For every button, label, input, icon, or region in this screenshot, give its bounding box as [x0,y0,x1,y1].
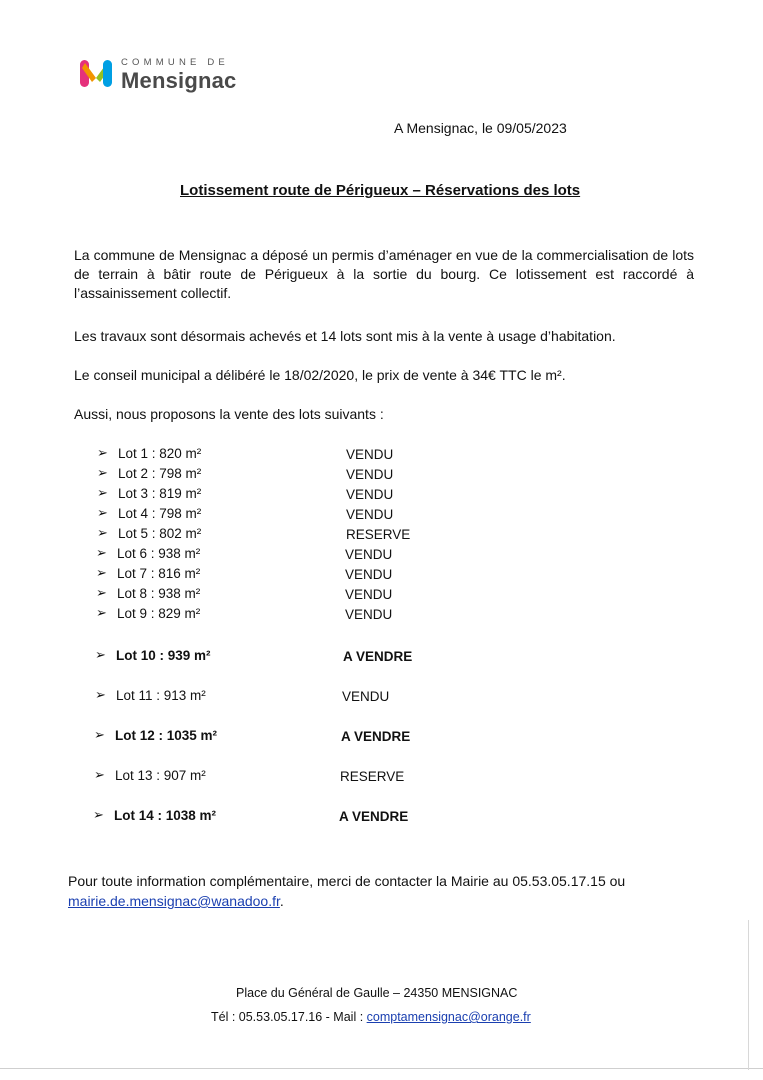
lot-status: VENDU [345,587,393,602]
lot-name: Lot 5 : 802 m² [118,526,202,541]
lot-status: VENDU [346,487,394,502]
arrow-bullet-icon: ➢ [97,465,108,480]
arrow-bullet-icon: ➢ [93,807,104,822]
lot-status: VENDU [346,467,394,482]
lot-status: VENDU [345,607,393,622]
works-paragraph: Les travaux sont désormais achevés et 14 lots sont mis à la vente à usage d’habitation. [74,328,616,344]
lot-status: A VENDRE [339,809,409,824]
arrow-bullet-icon: ➢ [94,727,105,742]
contact-period: . [279,893,284,909]
arrow-bullet-icon: ➢ [96,545,107,560]
lot-status: A VENDRE [343,649,413,664]
contact-paragraph [68,871,668,911]
commune-logo [79,55,259,95]
contact-email-link[interactable]: mairie.de.mensignac@wanadoo.fr [68,893,280,909]
arrow-bullet-icon: ➢ [96,605,107,620]
lot-status: VENDU [346,447,394,462]
lot-name: Lot 14 : 1038 m² [114,808,217,823]
contact-text: Pour toute information complémentaire, merci de contacter la Mairie au 05.53.05.17.15 ou [68,873,626,889]
lot-name: Lot 4 : 798 m² [118,506,202,521]
right-scan-edge [748,920,749,1070]
lot-status: RESERVE [340,769,405,784]
lot-name: Lot 1 : 820 m² [118,446,202,461]
lot-name: Lot 12 : 1035 m² [115,728,218,743]
lot-name: Lot 2 : 798 m² [118,466,202,481]
lot-status: VENDU [345,547,393,562]
council-paragraph: Le conseil municipal a délibéré le 18/02/2020, le prix de vente à 34€ TTC le m². [74,367,566,383]
logo-small-text: COMMUNE DE [121,57,229,68]
lot-status: VENDU [346,507,394,522]
lot-status: RESERVE [346,527,411,542]
lot-name: Lot 6 : 938 m² [117,546,201,561]
intro-paragraph: La commune de Mensignac a déposé un permis d’aménager en vue de la commercialisation de lots de terrain à bâtir route de Périgueux à la sortie du bourg. Ce lotissement est raccordé à l’assainissement collectif. [74,247,694,301]
footer-phone-mail-label: Tél : 05.53.05.17.16 - Mail : [211,1010,367,1024]
document-title: Lotissement route de Périgueux – Réservations des lots [180,182,581,199]
lot-name: Lot 3 : 819 m² [118,486,202,501]
arrow-bullet-icon: ➢ [94,767,105,782]
bottom-scan-line [0,1068,763,1069]
arrow-bullet-icon: ➢ [97,505,108,520]
footer-address: Place du Général de Gaulle – 24350 MENSIGNAC [236,986,518,1000]
offer-paragraph: Aussi, nous proposons la vente des lots suivants : [74,406,384,422]
lot-name: Lot 10 : 939 m² [116,648,211,663]
arrow-bullet-icon: ➢ [96,565,107,580]
lot-status: VENDU [342,689,390,704]
lot-status: VENDU [345,567,393,582]
mensignac-m-logo-icon [79,57,113,89]
arrow-bullet-icon: ➢ [95,687,106,702]
arrow-bullet-icon: ➢ [96,585,107,600]
lot-name: Lot 7 : 816 m² [117,566,201,581]
lot-name: Lot 13 : 907 m² [115,768,206,783]
arrow-bullet-icon: ➢ [97,445,108,460]
arrow-bullet-icon: ➢ [97,485,108,500]
lot-name: Lot 9 : 829 m² [117,606,201,621]
arrow-bullet-icon: ➢ [97,525,108,540]
footer-contact [211,1010,531,1024]
arrow-bullet-icon: ➢ [95,647,106,662]
lot-name: Lot 11 : 913 m² [116,688,206,703]
lot-name: Lot 8 : 938 m² [117,586,201,601]
footer-email-link[interactable]: comptamensignac@orange.fr [366,1010,531,1024]
logo-commune-name: Mensignac [121,68,237,93]
date-line: A Mensignac, le 09/05/2023 [394,120,567,136]
lot-status: A VENDRE [341,729,411,744]
